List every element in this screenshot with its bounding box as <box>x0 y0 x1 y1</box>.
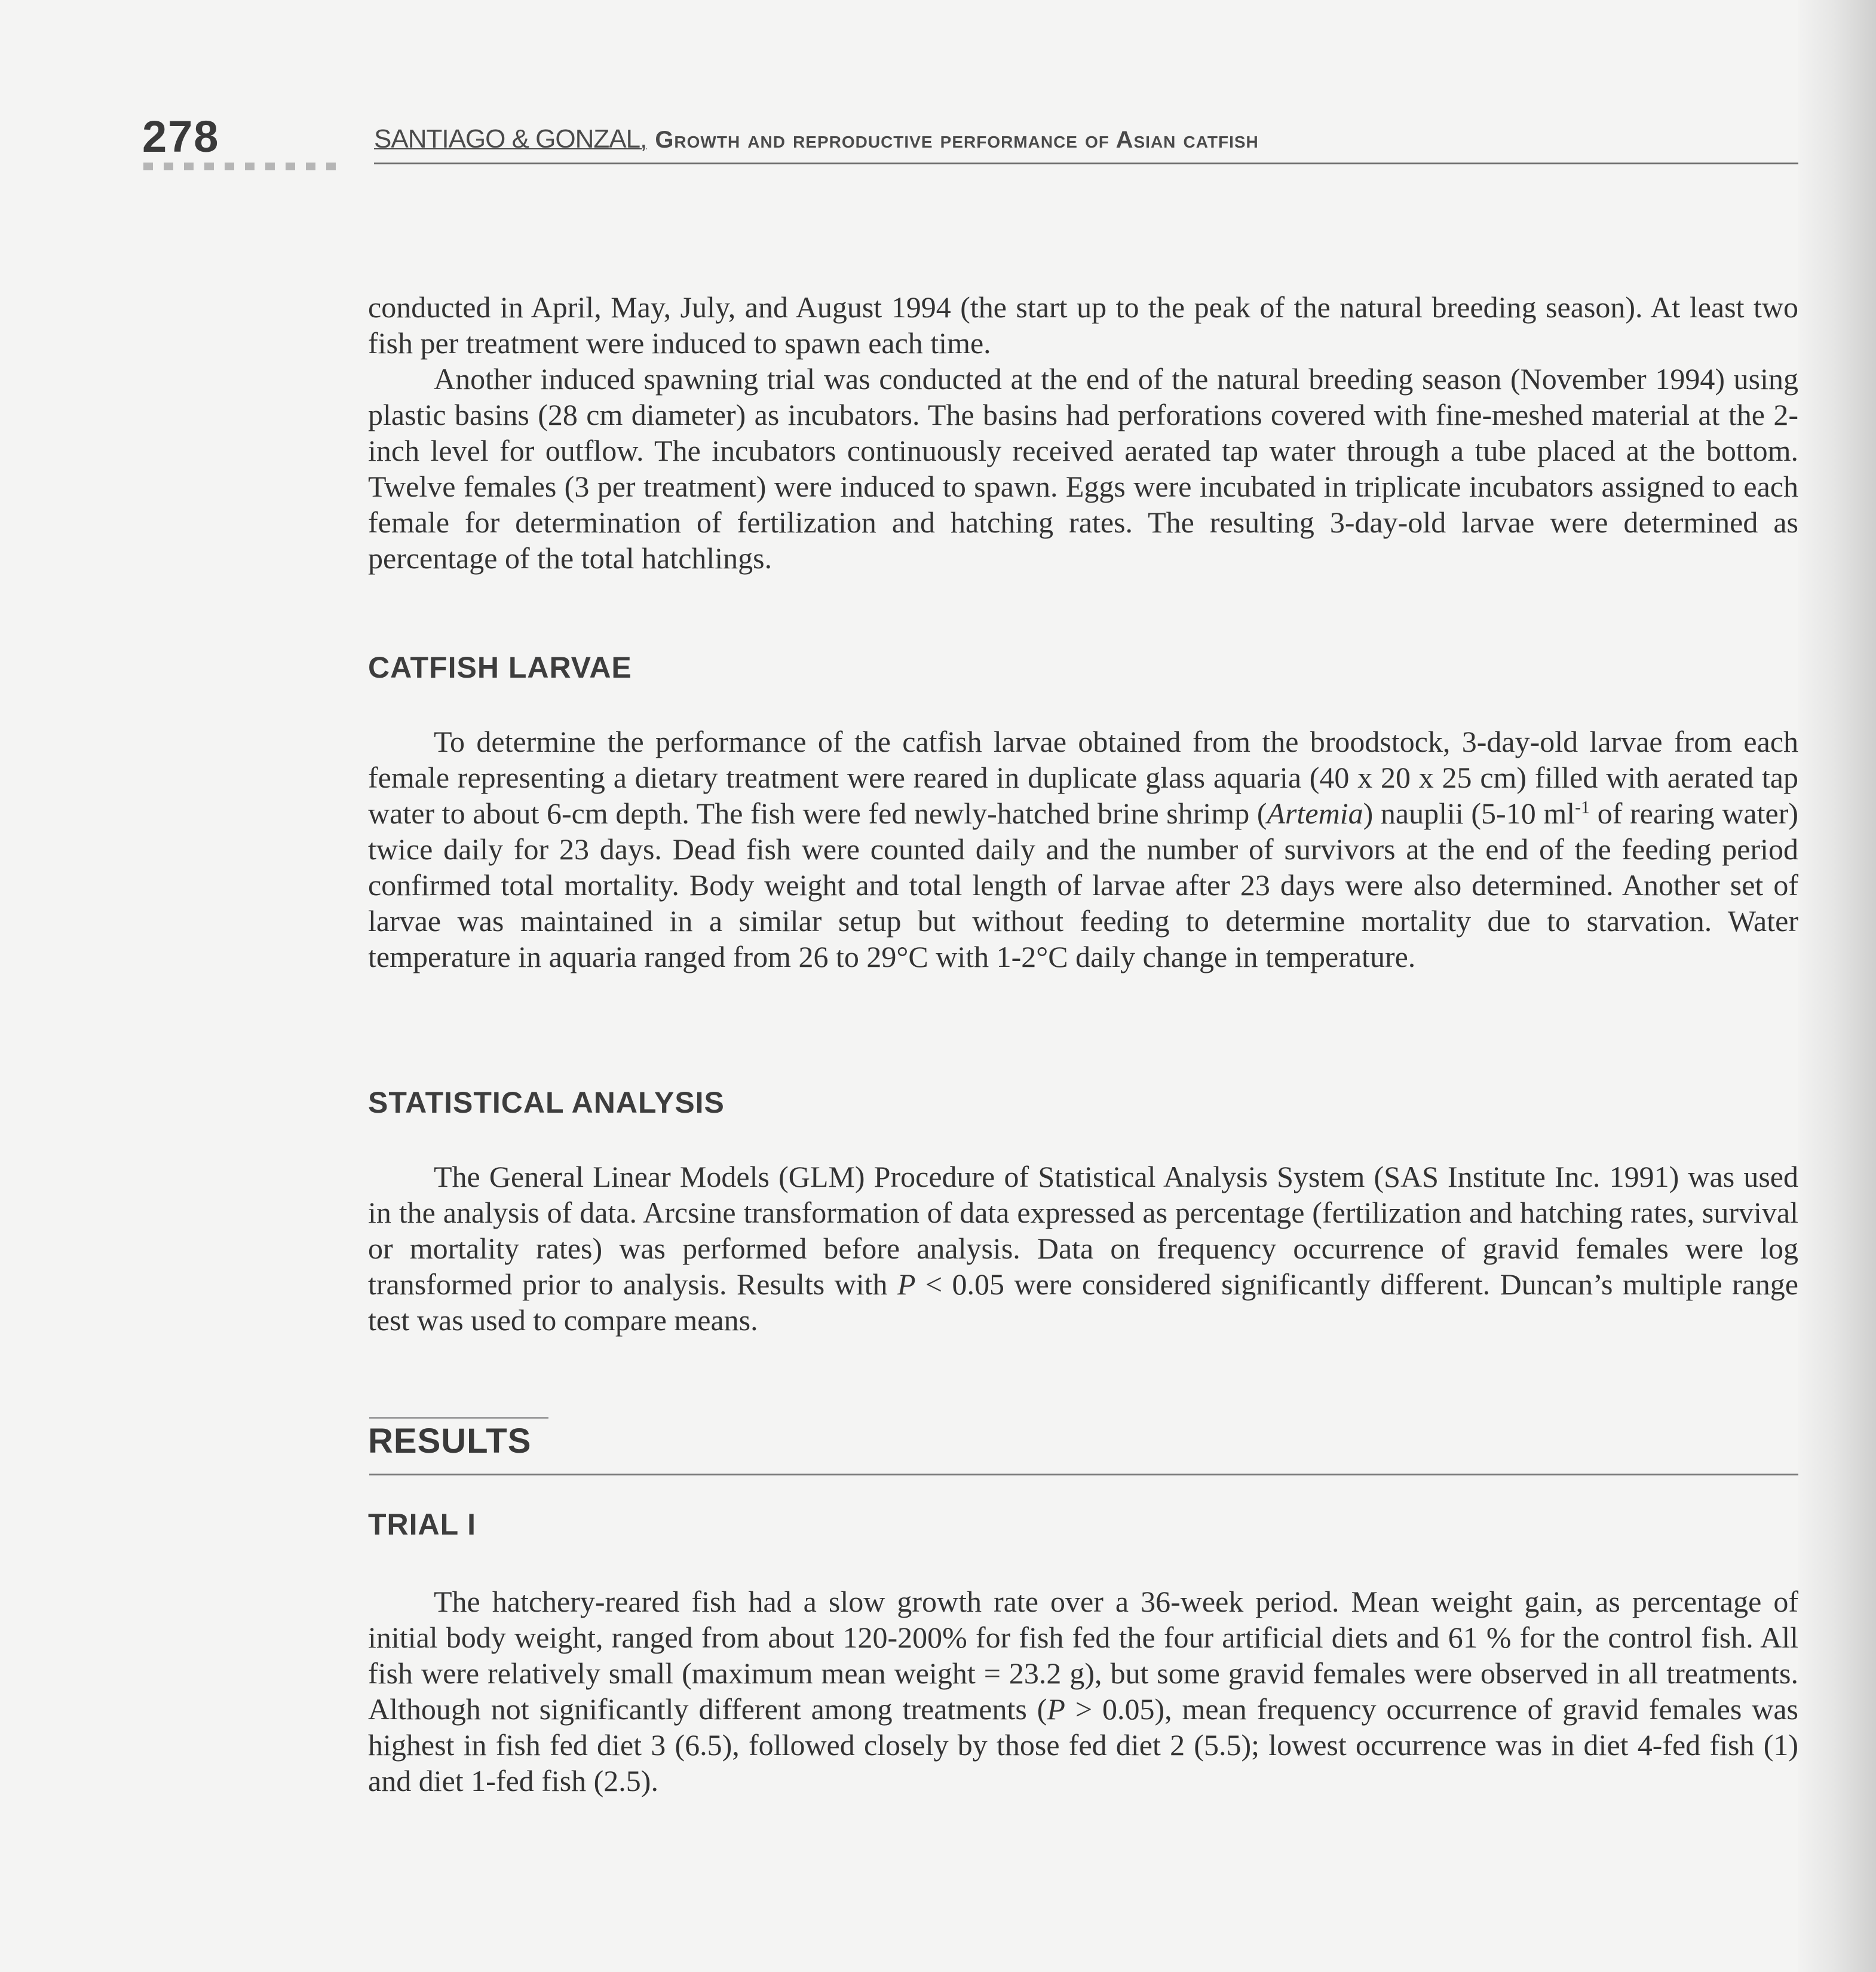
intro-section <box>368 289 1798 576</box>
results-rule <box>369 1474 1798 1475</box>
page-number: 278 <box>142 112 220 161</box>
statistical-analysis-section <box>368 1085 1798 1338</box>
running-head-authors: SANTIAGO & GONZAL, <box>374 124 647 154</box>
results-heading: RESULTS <box>368 1422 532 1460</box>
catfish-larvae-section <box>368 650 1798 975</box>
superscript: -1 <box>1575 797 1590 817</box>
p-value-italic: P <box>897 1267 916 1301</box>
statistical-analysis-paragraph: The General Linear Models (GLM) Procedure of Statistical Analysis System (SAS Institute Inc. 1991) was used in the analysis of data. Arcsine transformation of data expressed as percentage (fertilization and hatching rates, survival or mortality rates) was performed before analysis. Data on frequency occurrence of gravid females were log transformed prior to analysis. Results with P < 0.05 were considered significantly different. Duncan’s multiple range test was used to compare means. <box>368 1160 1798 1337</box>
page-edge-shadow <box>1798 0 1876 1972</box>
intro-paragraph-2: Another induced spawning trial was conducted at the end of the natural breeding season (November 1994) using plastic basins (28 cm diameter) as incubators. The basins had perforations covered with fine-meshed material at the 2-inch level for outflow. The incubators continuously received aerated tap water through a tube placed at the bottom. Twelve females (3 per treatment) were induced to spawn. Eggs were incubated in triplicate incubators assigned to each female for determination of fertilization and hatching rates. The resulting 3-day-old larvae were determined as percentage of the total hatchlings. <box>368 362 1798 575</box>
statistical-analysis-heading: STATISTICAL ANALYSIS <box>368 1086 725 1119</box>
trial-1-section <box>368 1507 1798 1799</box>
running-head <box>374 124 1798 154</box>
trial-1-paragraph: The hatchery-reared fish had a slow growth rate over a 36-week period. Mean weight gain, as percentage of initial body weight, ranged from about 120-200% for fish fed the four artificial diets and 61 % for the control fish. All fish were relatively small (maximum mean weight = 23.2 g), but some gravid females were observed in all treatments. Although not significantly different among treatments (P > 0.05), mean frequency occurrence of gravid females was highest in fish fed diet 3 (6.5), followed closely by those fed diet 2 (5.5); lowest occurrence was in diet 4-fed fish (1) and diet 1-fed fish (2.5). <box>368 1585 1798 1798</box>
intro-paragraph-1: conducted in April, May, July, and August 1994 (the start up to the peak of the natural breeding season). At least two fish per treatment were induced to spawn each time. <box>368 290 1798 360</box>
header-rule <box>374 163 1798 164</box>
decorative-squares <box>143 163 336 170</box>
artemia-italic: Artemia <box>1267 797 1363 830</box>
results-section <box>368 1421 1798 1461</box>
catfish-larvae-paragraph: To determine the performance of the catfish larvae obtained from the broodstock, 3-day-old larvae from each female representing a dietary treatment were reared in duplicate glass aquaria (40 x 20 x 25 cm) filled with aerated tap water to about 6-cm depth. The fish were fed newly-hatched brine shrimp (Artemia) nauplii (5-10 $ml^{-1}$ of rearing water) twice daily for 23 days. Dead fish were counted daily and the number of survivors at the end of the feeding period confirmed total mortality. Body weight and total length of larvae after 23 days were also determined. Another set of larvae was maintained in a similar setup but without feeding to determine mortality due to starvation. Water temperature in aquaria ranged from 26 to 29°C with 1-2°C daily change in temperature. <box>368 725 1798 973</box>
trial-1-heading: TRIAL I <box>368 1508 477 1541</box>
results-top-rule <box>369 1417 548 1419</box>
catfish-larvae-heading: CATFISH LARVAE <box>368 651 632 684</box>
p-value-italic: P <box>1047 1692 1065 1726</box>
running-head-title: Growth and reproductive performance of Asian catfish <box>655 127 1259 153</box>
